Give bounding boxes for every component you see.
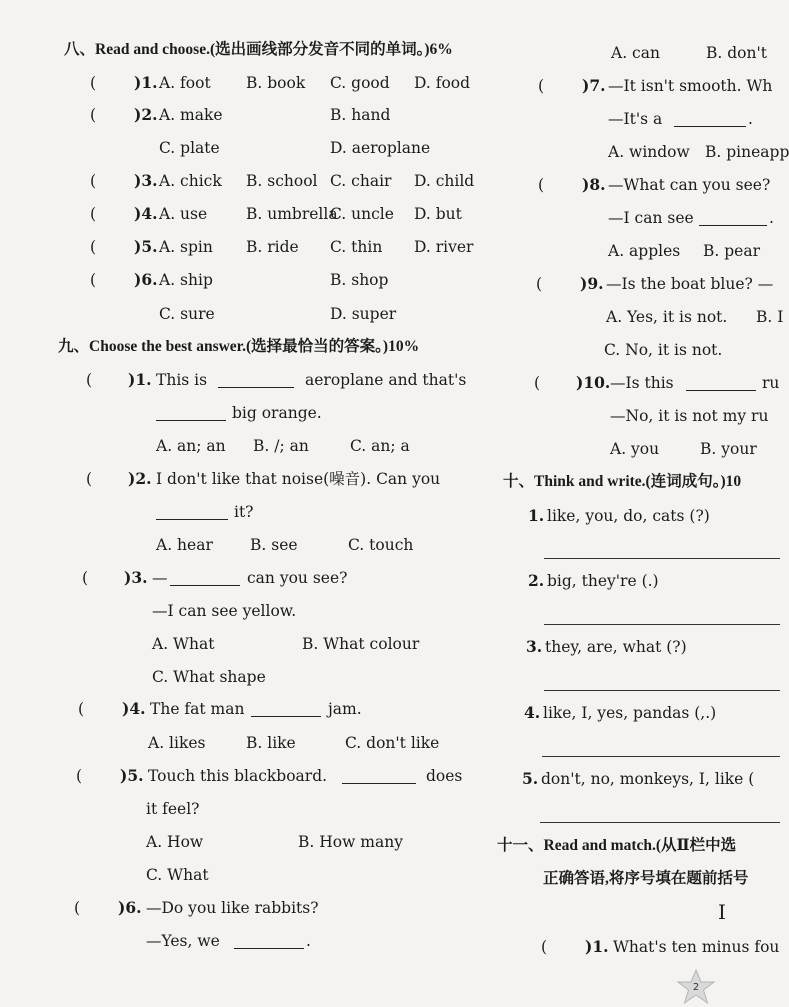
answer-paren: ( <box>541 938 548 956</box>
answer-line[interactable] <box>544 558 780 559</box>
question-number: )2. <box>134 105 158 124</box>
question-text: aeroplane and that's <box>305 371 467 389</box>
option-a: A. an; an <box>156 437 226 455</box>
option-c: C. plate <box>159 139 220 157</box>
answer-line[interactable] <box>542 756 780 757</box>
option-b: B. see <box>250 536 298 554</box>
option-b: B. hand <box>330 106 391 124</box>
option-c: C. touch <box>348 536 414 554</box>
option-b: B. ride <box>246 238 299 256</box>
option-a: A. ship <box>159 271 213 289</box>
answer-paren: ( <box>86 470 93 488</box>
section-11-title-line2: 正确答语,将序号填在题前括号 <box>543 870 749 887</box>
question-number: )5. <box>134 237 158 256</box>
question-number: )8. <box>582 175 606 194</box>
question-text: —Is the boat blue? — <box>606 275 774 293</box>
question-text: ru <box>762 374 780 392</box>
item-number: 3. <box>526 637 543 656</box>
option-c: C. chair <box>330 172 392 190</box>
answer-blank[interactable] <box>218 373 294 388</box>
option-c: C. What shape <box>152 668 266 686</box>
option-a: A. hear <box>156 536 213 554</box>
word-list: don't, no, monkeys, I, like ( <box>541 770 755 788</box>
option-c: C. an; a <box>350 437 410 455</box>
answer-paren: ( <box>538 176 545 194</box>
answer-line[interactable] <box>544 624 780 625</box>
answer-blank[interactable] <box>156 406 226 421</box>
answer-paren: ( <box>74 899 81 917</box>
question-number: )4. <box>134 204 158 223</box>
question-text: —What can you see? <box>608 176 771 194</box>
question-text: it? <box>234 503 254 521</box>
answer-blank[interactable] <box>251 702 321 717</box>
question-text: This is <box>156 371 208 389</box>
option-b: B. pear <box>703 242 760 260</box>
question-number: )3. <box>124 568 148 587</box>
option-b: B. book <box>246 74 306 92</box>
answer-paren: ( <box>90 172 97 190</box>
question-text: —Do you like rabbits? <box>146 899 319 917</box>
word-list: they, are, what (?) <box>545 638 687 656</box>
question-number: )6. <box>118 898 142 917</box>
option-a: A. use <box>159 205 208 223</box>
answer-blank[interactable] <box>234 934 304 949</box>
option-c: C. thin <box>330 238 383 256</box>
question-text: —No, it is not my ru <box>610 407 769 425</box>
option-d: D. food <box>414 74 471 92</box>
question-text: —It isn't smooth. Wh <box>608 77 773 95</box>
question-text: — <box>152 569 168 587</box>
option-a: A. Yes, it is not. <box>606 308 728 326</box>
word-list: like, you, do, cats (?) <box>547 507 710 525</box>
option-a: A. can <box>611 44 660 62</box>
option-a: A. you <box>610 440 660 458</box>
question-text: . <box>769 209 774 227</box>
option-d: D. super <box>330 305 397 323</box>
option-b: B. your <box>700 440 757 458</box>
option-c: C. sure <box>159 305 215 323</box>
option-c: C. good <box>330 74 390 92</box>
answer-paren: ( <box>78 700 85 718</box>
option-b: B. I <box>756 308 784 326</box>
section-11-title: 十一、Read and match.(从Ⅱ栏中选 <box>497 837 737 854</box>
answer-blank[interactable] <box>342 769 416 784</box>
option-b: B. How many <box>298 833 403 851</box>
option-b: B. like <box>246 734 296 752</box>
answer-blank[interactable] <box>699 211 767 226</box>
question-text: can you see? <box>247 569 348 587</box>
option-b: B. /; an <box>253 437 309 455</box>
option-a: A. chick <box>159 172 222 190</box>
answer-blank[interactable] <box>156 505 228 520</box>
option-a: A. foot <box>159 74 211 92</box>
option-d: D. but <box>414 205 462 223</box>
section-9-title: 九、Choose the best answer.(选择最恰当的答案。)10% <box>58 338 420 355</box>
question-number: )6. <box>134 270 158 289</box>
word-list: like, I, yes, pandas (,.) <box>543 704 717 722</box>
question-number: )1. <box>585 937 609 956</box>
option-a: A. apples <box>608 242 681 260</box>
option-a: A. make <box>159 106 223 124</box>
item-number: 5. <box>522 769 539 788</box>
question-text: I don't like that noise(噪音). Can you <box>156 470 441 488</box>
question-number: )7. <box>582 76 606 95</box>
option-b: B. don't <box>706 44 767 62</box>
item-number: 4. <box>524 703 541 722</box>
section-10-title: 十、Think and write.(连词成句。)10 <box>503 473 742 490</box>
option-b: B. pineapp <box>705 143 789 161</box>
answer-paren: ( <box>538 77 545 95</box>
answer-paren: ( <box>90 106 97 124</box>
item-number: 2. <box>528 571 545 590</box>
section-8-title: 八、Read and choose.(选出画线部分发音不同的单词。)6% <box>64 41 453 58</box>
page-number: 2 <box>692 981 700 993</box>
question-text: —Yes, we <box>146 932 220 950</box>
option-b: B. school <box>246 172 318 190</box>
item-number: 1. <box>528 506 545 525</box>
option-a: A. What <box>152 635 215 653</box>
option-a: A. likes <box>148 734 206 752</box>
option-b: B. umbrella <box>246 205 338 223</box>
answer-paren: ( <box>82 569 89 587</box>
question-number: )4. <box>122 699 146 718</box>
answer-paren: ( <box>536 275 543 293</box>
page-number-badge <box>676 968 716 1006</box>
answer-paren: ( <box>90 205 97 223</box>
option-c: C. What <box>146 866 209 884</box>
answer-blank[interactable] <box>686 376 756 391</box>
question-text: —Is this <box>610 374 674 392</box>
question-text: Touch this blackboard. <box>148 767 328 785</box>
answer-line[interactable] <box>540 822 780 823</box>
question-text: —It's a <box>608 110 663 128</box>
option-b: B. What colour <box>302 635 420 653</box>
question-text: it feel? <box>146 800 200 818</box>
option-b: B. shop <box>330 271 389 289</box>
option-c: C. No, it is not. <box>604 341 723 359</box>
answer-paren: ( <box>76 767 83 785</box>
option-d: D. river <box>414 238 474 256</box>
question-number: )1. <box>128 370 152 389</box>
answer-paren: ( <box>90 74 97 92</box>
option-d: D. child <box>414 172 475 190</box>
column-label: I <box>718 900 726 924</box>
question-text: The fat man <box>150 700 245 718</box>
question-number: )5. <box>120 766 144 785</box>
question-text: . <box>306 932 311 950</box>
question-number: )10. <box>576 373 611 392</box>
answer-blank[interactable] <box>674 112 746 127</box>
option-a: A. window <box>608 143 690 161</box>
question-text: —I can see yellow. <box>152 602 297 620</box>
answer-line[interactable] <box>544 690 780 691</box>
question-text: big orange. <box>232 404 322 422</box>
question-text: . <box>748 110 753 128</box>
option-a: A. How <box>146 833 204 851</box>
question-number: )2. <box>128 469 152 488</box>
answer-blank[interactable] <box>170 571 240 586</box>
question-number: )3. <box>134 171 158 190</box>
option-d: D. aeroplane <box>330 139 431 157</box>
question-number: )1. <box>134 73 158 92</box>
answer-paren: ( <box>90 238 97 256</box>
answer-paren: ( <box>534 374 541 392</box>
question-text: jam. <box>328 700 362 718</box>
answer-paren: ( <box>90 271 97 289</box>
option-a: A. spin <box>159 238 213 256</box>
word-list: big, they're (.) <box>547 572 659 590</box>
option-c: C. don't like <box>345 734 440 752</box>
question-text: What's ten minus fou <box>613 938 780 956</box>
question-text: —I can see <box>608 209 694 227</box>
option-c: C. uncle <box>330 205 394 223</box>
answer-paren: ( <box>86 371 93 389</box>
question-number: )9. <box>580 274 604 293</box>
question-text: does <box>426 767 463 785</box>
